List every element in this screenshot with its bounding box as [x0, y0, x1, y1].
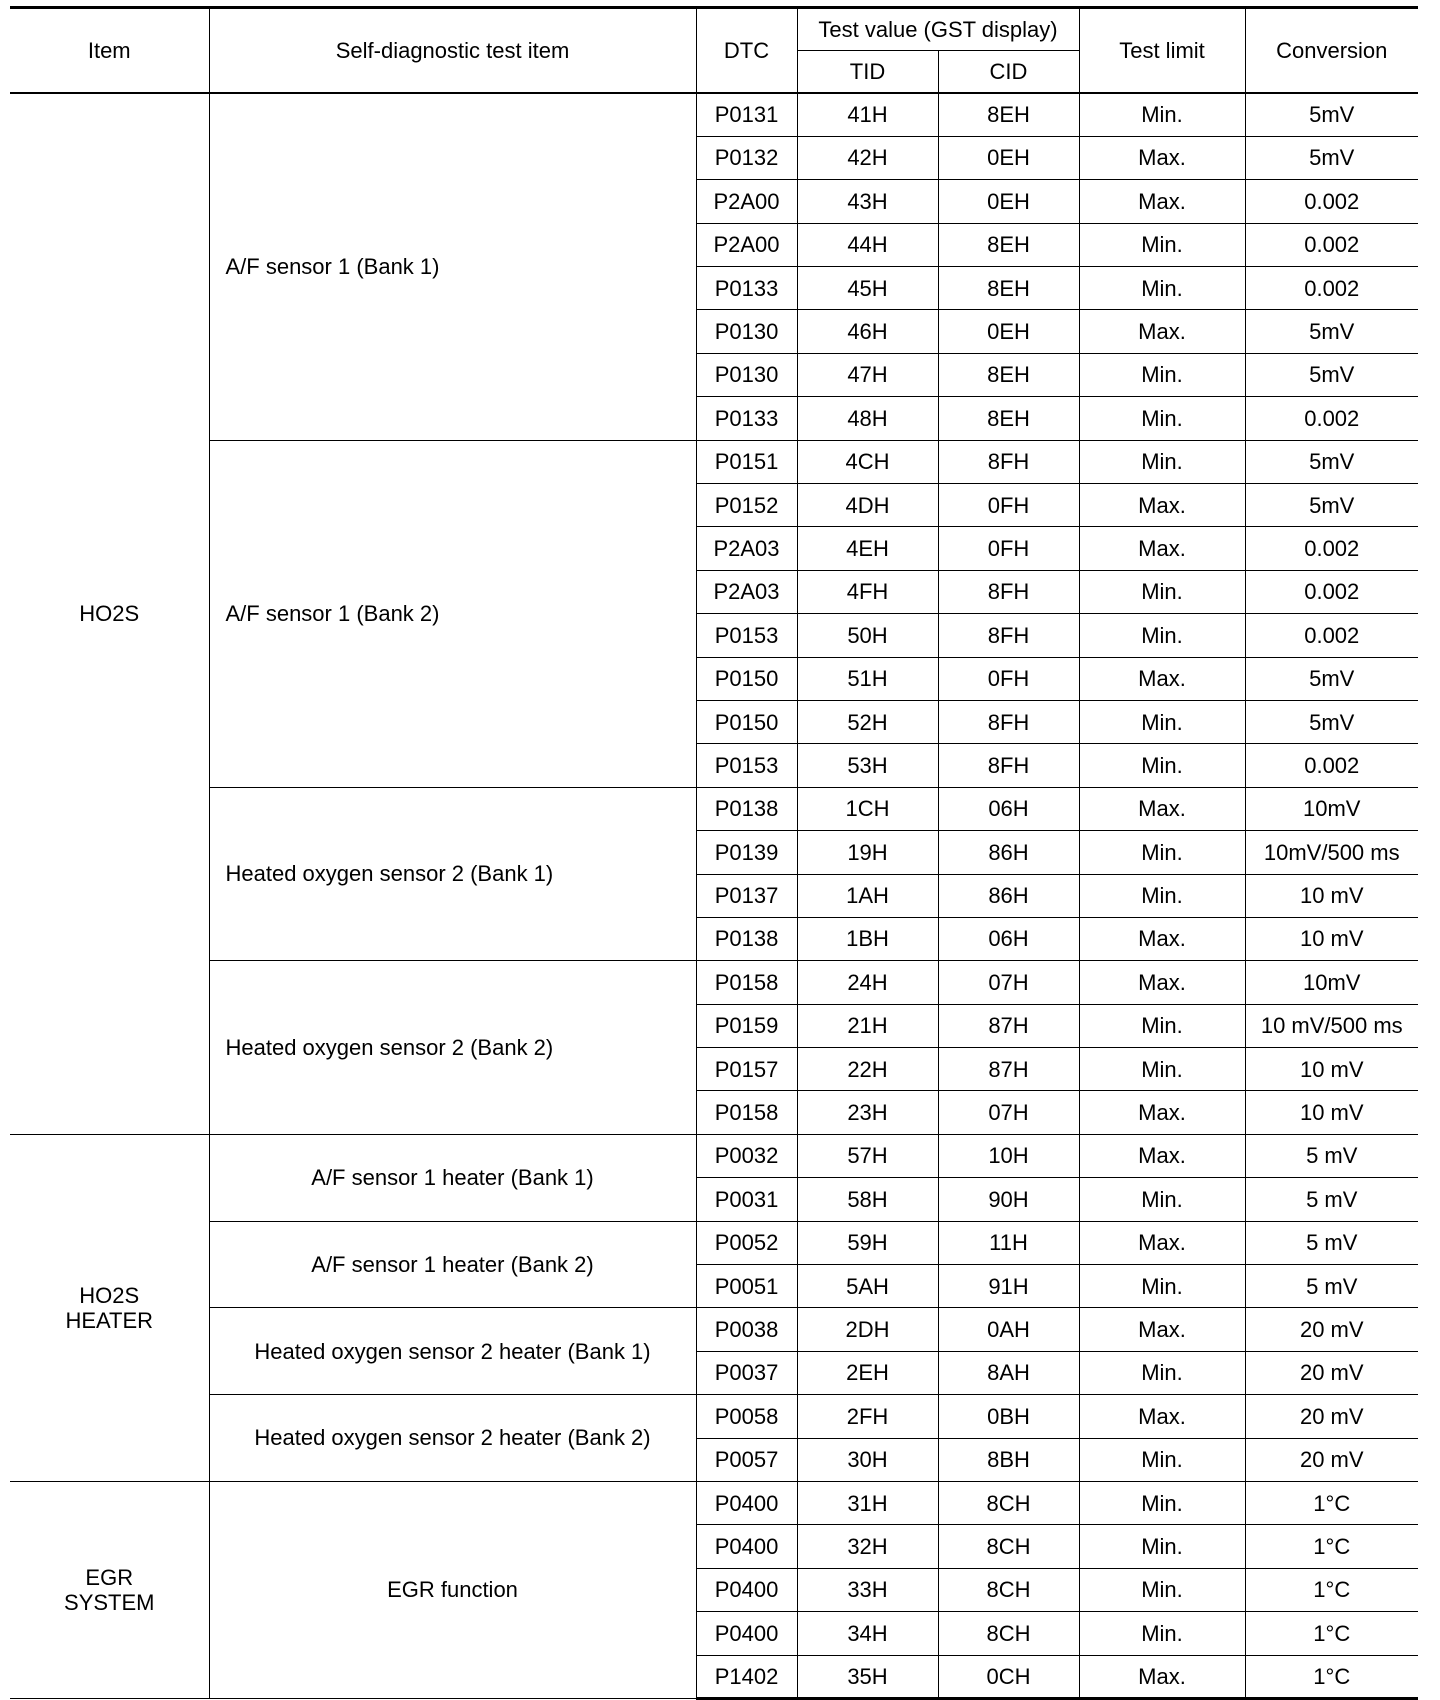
dtc-cell: P0139	[696, 831, 797, 874]
conversion-cell: 0.002	[1245, 397, 1418, 440]
dtc-cell: P0037	[696, 1351, 797, 1394]
dtc-cell: P0400	[696, 1612, 797, 1655]
tid-cell: 57H	[797, 1134, 938, 1177]
conversion-cell: 5 mV	[1245, 1265, 1418, 1308]
cid-cell: 86H	[938, 874, 1079, 917]
conversion-cell: 5 mV	[1245, 1178, 1418, 1221]
conversion-cell: 20 mV	[1245, 1438, 1418, 1481]
cid-cell: 8EH	[938, 223, 1079, 266]
test-limit-cell: Min.	[1079, 700, 1245, 743]
conversion-cell: 0.002	[1245, 744, 1418, 787]
item-cell: EGR SYSTEM	[10, 1482, 209, 1699]
tid-cell: 46H	[797, 310, 938, 353]
cid-cell: 11H	[938, 1221, 1079, 1264]
tid-cell: 2DH	[797, 1308, 938, 1351]
conversion-cell: 5mV	[1245, 657, 1418, 700]
cid-cell: 0AH	[938, 1308, 1079, 1351]
test-limit-cell: Max.	[1079, 1308, 1245, 1351]
conversion-cell: 0.002	[1245, 267, 1418, 310]
tid-cell: 59H	[797, 1221, 938, 1264]
conversion-cell: 20 mV	[1245, 1351, 1418, 1394]
tid-cell: 31H	[797, 1482, 938, 1525]
table-row	[10, 440, 1418, 483]
self-diagnostic-test-item-cell: A/F sensor 1 heater (Bank 2)	[209, 1221, 696, 1308]
test-limit-cell: Min.	[1079, 1612, 1245, 1655]
cid-cell: 0FH	[938, 657, 1079, 700]
conversion-cell: 1°C	[1245, 1655, 1418, 1698]
dtc-cell: P0130	[696, 353, 797, 396]
cid-cell: 90H	[938, 1178, 1079, 1221]
test-limit-cell: Min.	[1079, 614, 1245, 657]
test-limit-cell: Min.	[1079, 397, 1245, 440]
cid-cell: 8EH	[938, 353, 1079, 396]
dtc-cell: P0400	[696, 1482, 797, 1525]
test-limit-cell: Min.	[1079, 440, 1245, 483]
conversion-cell: 0.002	[1245, 614, 1418, 657]
conversion-cell: 5mV	[1245, 93, 1418, 136]
tid-cell: 50H	[797, 614, 938, 657]
cid-cell: 8FH	[938, 614, 1079, 657]
dtc-cell: P0150	[696, 657, 797, 700]
tid-cell: 1AH	[797, 874, 938, 917]
tid-cell: 43H	[797, 180, 938, 223]
test-limit-cell: Max.	[1079, 136, 1245, 179]
cid-cell: 8AH	[938, 1351, 1079, 1394]
conversion-cell: 1°C	[1245, 1568, 1418, 1611]
test-limit-cell: Max.	[1079, 1134, 1245, 1177]
dtc-cell: P2A03	[696, 570, 797, 613]
conversion-cell: 10 mV	[1245, 917, 1418, 960]
conversion-cell: 10 mV	[1245, 874, 1418, 917]
dtc-cell: P0038	[696, 1308, 797, 1351]
tid-cell: 1CH	[797, 787, 938, 830]
dtc-cell: P0051	[696, 1265, 797, 1308]
self-diagnostic-test-item-cell: Heated oxygen sensor 2 heater (Bank 2)	[209, 1395, 696, 1482]
dtc-cell: P1402	[696, 1655, 797, 1698]
self-diagnostic-test-item-cell: A/F sensor 1 (Bank 1)	[209, 93, 696, 440]
tid-cell: 19H	[797, 831, 938, 874]
tid-cell: 34H	[797, 1612, 938, 1655]
tid-cell: 44H	[797, 223, 938, 266]
cid-cell: 8FH	[938, 570, 1079, 613]
cid-cell: 07H	[938, 961, 1079, 1004]
conversion-cell: 5mV	[1245, 136, 1418, 179]
dtc-cell: P0400	[696, 1568, 797, 1611]
test-limit-cell: Min.	[1079, 223, 1245, 266]
test-limit-cell: Min.	[1079, 267, 1245, 310]
test-limit-cell: Max.	[1079, 657, 1245, 700]
dtc-cell: P0138	[696, 787, 797, 830]
cid-cell: 06H	[938, 787, 1079, 830]
tid-cell: 42H	[797, 136, 938, 179]
self-diagnostic-test-item-cell: Heated oxygen sensor 2 (Bank 1)	[209, 787, 696, 961]
dtc-cell: P0131	[696, 93, 797, 136]
test-limit-cell: Min.	[1079, 570, 1245, 613]
dtc-cell: P0157	[696, 1048, 797, 1091]
cid-cell: 06H	[938, 917, 1079, 960]
dtc-cell: P0400	[696, 1525, 797, 1568]
tid-cell: 4FH	[797, 570, 938, 613]
conversion-cell: 5mV	[1245, 440, 1418, 483]
tid-cell: 58H	[797, 1178, 938, 1221]
diagnostic-table	[10, 6, 1418, 1700]
test-limit-cell: Min.	[1079, 831, 1245, 874]
cid-cell: 8CH	[938, 1525, 1079, 1568]
header-dtc: DTC	[696, 8, 797, 94]
table-row	[10, 787, 1418, 830]
tid-cell: 24H	[797, 961, 938, 1004]
test-limit-cell: Min.	[1079, 1178, 1245, 1221]
test-limit-cell: Min.	[1079, 1438, 1245, 1481]
cid-cell: 8FH	[938, 744, 1079, 787]
tid-cell: 53H	[797, 744, 938, 787]
test-limit-cell: Min.	[1079, 1525, 1245, 1568]
test-limit-cell: Min.	[1079, 1482, 1245, 1525]
header-self-diagnostic-test-item: Self-diagnostic test item	[209, 8, 696, 94]
test-limit-cell: Max.	[1079, 917, 1245, 960]
dtc-cell: P0138	[696, 917, 797, 960]
dtc-cell: P0057	[696, 1438, 797, 1481]
conversion-cell: 5mV	[1245, 700, 1418, 743]
cid-cell: 8CH	[938, 1482, 1079, 1525]
test-limit-cell: Min.	[1079, 1048, 1245, 1091]
tid-cell: 23H	[797, 1091, 938, 1134]
item-cell: HO2S	[10, 93, 209, 1134]
cid-cell: 0EH	[938, 180, 1079, 223]
test-limit-cell: Max.	[1079, 180, 1245, 223]
self-diagnostic-test-item-cell: Heated oxygen sensor 2 (Bank 2)	[209, 961, 696, 1135]
dtc-cell: P0158	[696, 1091, 797, 1134]
test-limit-cell: Min.	[1079, 93, 1245, 136]
test-limit-cell: Max.	[1079, 1221, 1245, 1264]
tid-cell: 2EH	[797, 1351, 938, 1394]
cid-cell: 0FH	[938, 527, 1079, 570]
tid-cell: 51H	[797, 657, 938, 700]
self-diagnostic-test-item-cell: EGR function	[209, 1482, 696, 1699]
conversion-cell: 1°C	[1245, 1612, 1418, 1655]
test-limit-cell: Max.	[1079, 961, 1245, 1004]
header-test-limit: Test limit	[1079, 8, 1245, 94]
test-limit-cell: Max.	[1079, 1091, 1245, 1134]
cid-cell: 8CH	[938, 1612, 1079, 1655]
test-limit-cell: Min.	[1079, 1568, 1245, 1611]
dtc-cell: P0133	[696, 267, 797, 310]
cid-cell: 8FH	[938, 440, 1079, 483]
test-limit-cell: Max.	[1079, 484, 1245, 527]
dtc-cell: P0137	[696, 874, 797, 917]
tid-cell: 1BH	[797, 917, 938, 960]
tid-cell: 48H	[797, 397, 938, 440]
table-row	[10, 1134, 1418, 1177]
header-conversion: Conversion	[1245, 8, 1418, 94]
conversion-cell: 10 mV	[1245, 1091, 1418, 1134]
self-diagnostic-test-item-cell: A/F sensor 1 heater (Bank 1)	[209, 1134, 696, 1221]
tid-cell: 32H	[797, 1525, 938, 1568]
test-limit-cell: Min.	[1079, 1004, 1245, 1047]
dtc-cell: P0032	[696, 1134, 797, 1177]
conversion-cell: 1°C	[1245, 1525, 1418, 1568]
table-row	[10, 1395, 1418, 1438]
cid-cell: 8BH	[938, 1438, 1079, 1481]
conversion-cell: 5 mV	[1245, 1134, 1418, 1177]
header-tid: TID	[797, 51, 938, 94]
cid-cell: 0EH	[938, 310, 1079, 353]
tid-cell: 30H	[797, 1438, 938, 1481]
tid-cell: 35H	[797, 1655, 938, 1698]
dtc-cell: P2A03	[696, 527, 797, 570]
conversion-cell: 20 mV	[1245, 1395, 1418, 1438]
cid-cell: 0CH	[938, 1655, 1079, 1698]
cid-cell: 8CH	[938, 1568, 1079, 1611]
tid-cell: 47H	[797, 353, 938, 396]
conversion-cell: 0.002	[1245, 223, 1418, 266]
cid-cell: 87H	[938, 1048, 1079, 1091]
test-limit-cell: Max.	[1079, 527, 1245, 570]
dtc-cell: P0153	[696, 744, 797, 787]
tid-cell: 33H	[797, 1568, 938, 1611]
conversion-cell: 5mV	[1245, 484, 1418, 527]
test-limit-cell: Max.	[1079, 787, 1245, 830]
cid-cell: 0FH	[938, 484, 1079, 527]
cid-cell: 8EH	[938, 93, 1079, 136]
dtc-cell: P0151	[696, 440, 797, 483]
test-limit-cell: Min.	[1079, 874, 1245, 917]
conversion-cell: 10 mV	[1245, 1048, 1418, 1091]
tid-cell: 21H	[797, 1004, 938, 1047]
dtc-cell: P2A00	[696, 223, 797, 266]
dtc-cell: P0130	[696, 310, 797, 353]
test-limit-cell: Min.	[1079, 1265, 1245, 1308]
header-cid: CID	[938, 51, 1079, 94]
tid-cell: 4DH	[797, 484, 938, 527]
dtc-cell: P0052	[696, 1221, 797, 1264]
cid-cell: 10H	[938, 1134, 1079, 1177]
cid-cell: 91H	[938, 1265, 1079, 1308]
tid-cell: 41H	[797, 93, 938, 136]
cid-cell: 8EH	[938, 397, 1079, 440]
dtc-cell: P0153	[696, 614, 797, 657]
cid-cell: 07H	[938, 1091, 1079, 1134]
dtc-cell: P0132	[696, 136, 797, 179]
test-limit-cell: Max.	[1079, 310, 1245, 353]
item-cell: HO2S HEATER	[10, 1134, 209, 1481]
conversion-cell: 5 mV	[1245, 1221, 1418, 1264]
cid-cell: 0BH	[938, 1395, 1079, 1438]
tid-cell: 4EH	[797, 527, 938, 570]
tid-cell: 2FH	[797, 1395, 938, 1438]
conversion-cell: 0.002	[1245, 180, 1418, 223]
conversion-cell: 5mV	[1245, 310, 1418, 353]
tid-cell: 52H	[797, 700, 938, 743]
tid-cell: 45H	[797, 267, 938, 310]
table-row	[10, 1221, 1418, 1264]
table-row	[10, 961, 1418, 1004]
test-limit-cell: Min.	[1079, 744, 1245, 787]
cid-cell: 8FH	[938, 700, 1079, 743]
test-limit-cell: Max.	[1079, 1655, 1245, 1698]
tid-cell: 22H	[797, 1048, 938, 1091]
dtc-cell: P0150	[696, 700, 797, 743]
table-body	[10, 93, 1418, 1698]
tid-cell: 4CH	[797, 440, 938, 483]
cid-cell: 0EH	[938, 136, 1079, 179]
dtc-cell: P0031	[696, 1178, 797, 1221]
dtc-cell: P2A00	[696, 180, 797, 223]
self-diagnostic-test-item-cell: A/F sensor 1 (Bank 2)	[209, 440, 696, 787]
dtc-cell: P0058	[696, 1395, 797, 1438]
conversion-cell: 10 mV/500 ms	[1245, 1004, 1418, 1047]
header-item: Item	[10, 8, 209, 94]
test-limit-cell: Min.	[1079, 353, 1245, 396]
dtc-cell: P0158	[696, 961, 797, 1004]
header-row	[10, 8, 1418, 51]
conversion-cell: 10mV	[1245, 961, 1418, 1004]
test-limit-cell: Max.	[1079, 1395, 1245, 1438]
dtc-cell: P0133	[696, 397, 797, 440]
cid-cell: 86H	[938, 831, 1079, 874]
cid-cell: 87H	[938, 1004, 1079, 1047]
conversion-cell: 20 mV	[1245, 1308, 1418, 1351]
conversion-cell: 10mV	[1245, 787, 1418, 830]
test-limit-cell: Min.	[1079, 1351, 1245, 1394]
table-row	[10, 1482, 1418, 1525]
conversion-cell: 0.002	[1245, 570, 1418, 613]
self-diagnostic-test-item-cell: Heated oxygen sensor 2 heater (Bank 1)	[209, 1308, 696, 1395]
header-test-value: Test value (GST display)	[797, 8, 1079, 51]
cid-cell: 8EH	[938, 267, 1079, 310]
table-row	[10, 93, 1418, 136]
dtc-cell: P0152	[696, 484, 797, 527]
conversion-cell: 0.002	[1245, 527, 1418, 570]
table-row	[10, 1308, 1418, 1351]
tid-cell: 5AH	[797, 1265, 938, 1308]
conversion-cell: 1°C	[1245, 1482, 1418, 1525]
conversion-cell: 10mV/500 ms	[1245, 831, 1418, 874]
conversion-cell: 5mV	[1245, 353, 1418, 396]
dtc-cell: P0159	[696, 1004, 797, 1047]
